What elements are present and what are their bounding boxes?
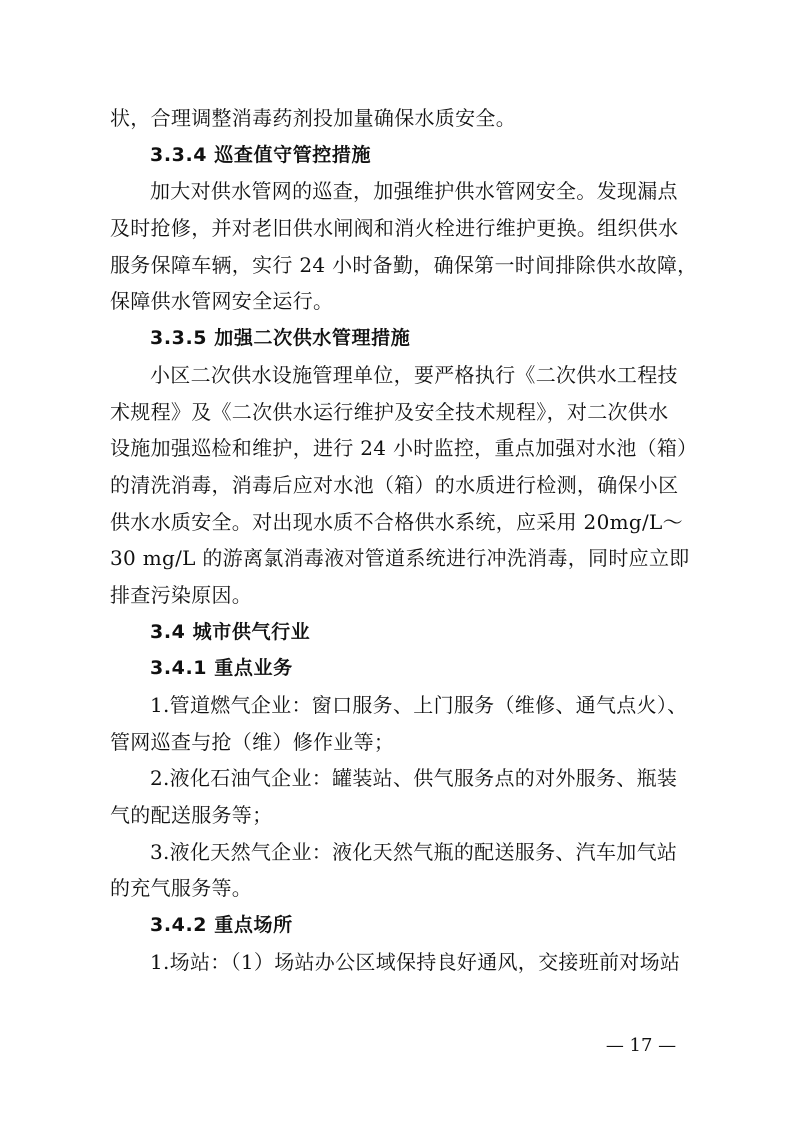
text-line: 加大对供水管网的巡查，加强维护供水管网安全。发现漏点 — [150, 179, 678, 204]
text-line: 的充气服务等。 — [110, 876, 253, 901]
section-heading: 3.4.2 重点场所 — [150, 914, 293, 937]
text-line: 及时抢修，并对老旧供水闸阀和消火栓进行维护更换。组织供水 — [110, 216, 679, 241]
text-line: 排查污染原因。 — [110, 582, 253, 607]
text-line: 1.管道燃气企业：窗口服务、上门服务（维修、通气点火）、 — [150, 693, 688, 717]
page-number: — 17 — — [605, 1035, 677, 1056]
text-line: 设施加强巡检和维护，进行 24 小时监控，重点加强对水池（箱） — [110, 436, 698, 461]
section-heading: 3.3.5 加强二次供水管理措施 — [150, 327, 411, 350]
text-line: 小区二次供水设施管理单位，要严格执行《二次供水工程技 — [150, 362, 678, 387]
text-line: 3.液化天然气企业：液化天然气瓶的配送服务、汽车加气站 — [150, 839, 678, 864]
document-body — [110, 100, 700, 981]
section-heading: 3.4.1 重点业务 — [150, 657, 293, 680]
text-line: 保障供水管网安全运行。 — [110, 289, 334, 314]
text-line: 30 mg/L 的游离氯消毒液对管道系统进行冲洗消毒，同时应立即 — [110, 546, 690, 571]
text-line: 1.场站：（1）场站办公区域保持良好通风，交接班前对场站 — [150, 949, 681, 974]
text-line: 的清洗消毒，消毒后应对水池（箱）的水质进行检测，确保小区 — [110, 472, 679, 497]
text-line: 服务保障车辆，实行 24 小时备勤，确保第一时间排除供水故障， — [110, 252, 698, 277]
text-line: 供水水质安全。对出现水质不合格供水系统，应采用 20mg/L～ — [110, 509, 683, 534]
section-heading: 3.3.4 巡查值守管控措施 — [150, 143, 372, 166]
text-line: 状，合理调整消毒药剂投加量确保水质安全。 — [110, 106, 516, 130]
text-line: 2.液化石油气企业：罐装站、供气服务点的对外服务、瓶装 — [150, 766, 678, 791]
text-line: 气的配送服务等； — [110, 803, 273, 828]
text-line: 管网巡查与抢（维）修作业等； — [110, 729, 395, 754]
section-heading: 3.4 城市供气行业 — [150, 620, 311, 643]
text-line: 术规程》及《二次供水运行维护及安全技术规程》，对二次供水 — [110, 399, 669, 424]
